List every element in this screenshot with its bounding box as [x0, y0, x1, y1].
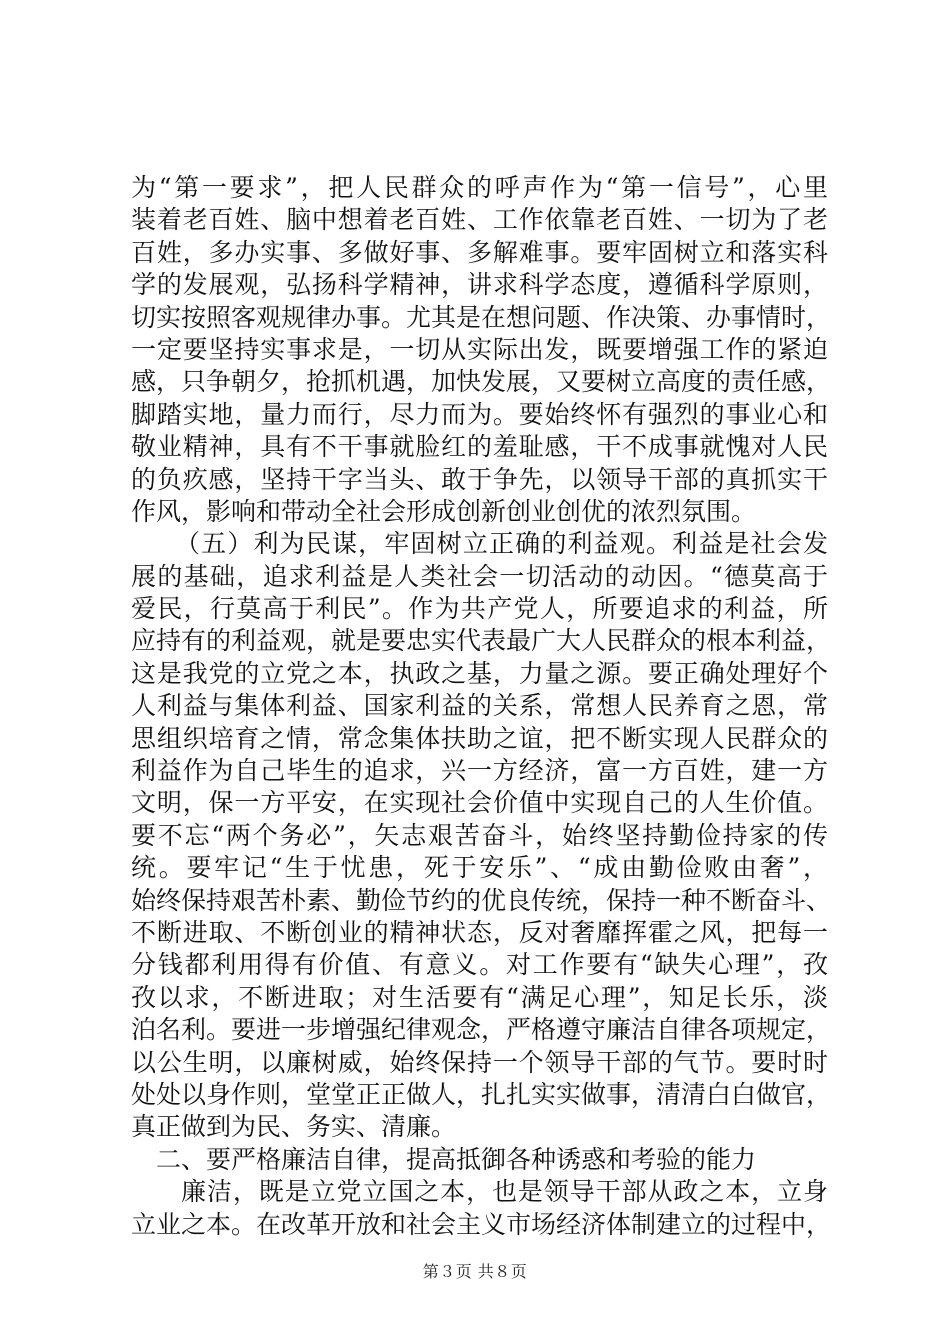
text-line: 处处以身作则，堂堂正正做人，扎扎实实做事，清清白白做官， [131, 1079, 832, 1109]
text-line: 敬业精神，具有不干事就脸红的羞耻感，干不成事就愧对人民 [131, 432, 828, 462]
text-line: 统。要牢记“生于忧患，死于安乐”、“成由勤俭败由奢”， [131, 853, 828, 883]
text-line: 分钱都利用得有价值、有意义。对工作要有“缺失心理”，孜 [131, 950, 828, 980]
text-line: 要不忘“两个务必”，矢志艰苦奋斗，始终坚持勤俭持家的传 [131, 820, 828, 850]
text-line: 泊名利。要进一步增强纪律观念，严格遵守廉洁自律各项规定， [131, 1015, 832, 1045]
text-line: 感，只争朝夕，抢抓机遇，加快发展，又要树立高度的责任感， [131, 367, 832, 397]
document-body [131, 172, 832, 1241]
text-line: 真正做到为民、务实、清廉。 [131, 1112, 457, 1142]
text-line: 不断进取、不断创业的精神状态，反对奢靡挥霍之风，把每一 [131, 917, 828, 947]
text-line: 百姓，多办实事、多做好事、多解难事。要牢固树立和落实科 [131, 237, 828, 267]
text-line: 展的基础，追求利益是人类社会一切活动的动因。“德莫高于 [131, 561, 828, 591]
text-line: 应持有的利益观，就是要忠实代表最广大人民群众的根本利益， [131, 626, 832, 656]
text-line: 立业之本。在改革开放和社会主义市场经济体制建立的过程中， [131, 1209, 832, 1239]
text-line: 这是我党的立党之本，执政之基，力量之源。要正确处理好个 [131, 658, 828, 688]
text-line: 的负疚感，坚持干字当头、敢于争先，以领导干部的真抓实干 [131, 464, 828, 494]
text-line: 文明，保一方平安，在实现社会价值中实现自己的人生价值。 [131, 788, 828, 818]
section-heading-two: 二、要严格廉洁自律，提高抵御各种诱惑和考验的能力 [156, 1144, 757, 1174]
text-line: 思组织培育之情，常念集体扶助之谊，把不断实现人民群众的 [131, 723, 828, 753]
text-line: 学的发展观，弘扬科学精神，讲求科学态度，遵循科学原则， [131, 270, 828, 300]
text-line: 脚踏实地，量力而行，尽力而为。要始终怀有强烈的事业心和 [131, 399, 828, 429]
page-footer: 第３页 共８页 [422, 1262, 528, 1281]
text-line: 装着老百姓、脑中想着老百姓、工作依靠老百姓、一切为了老 [131, 205, 828, 235]
text-line: 人利益与集体利益、国家利益的关系，常想人民养育之恩，常 [131, 691, 828, 721]
text-line: 一定要坚持实事求是，一切从实际出发，既要增强工作的紧迫 [131, 334, 828, 364]
text-line: 切实按照客观规律办事。尤其是在想问题、作决策、办事情时， [131, 302, 832, 332]
text-line: 为“第一要求”，把人民群众的呼声作为“第一信号”，心里 [131, 173, 828, 202]
text-line: 利益作为自己毕生的追求，兴一方经济，富一方百姓，建一方 [131, 756, 828, 786]
text-line: 孜以求，不断进取；对生活要有“满足心理”，知足长乐，淡 [131, 982, 828, 1012]
text-line: 始终保持艰苦朴素、勤俭节约的优良传统，保持一种不断奋斗、 [131, 885, 832, 915]
section-heading-five: （五）利为民谋，牢固树立正确的利益观。利益是社会发 [175, 529, 828, 559]
text-line: 廉洁，既是立党立国之本，也是领导干部从政之本，立身 [181, 1177, 828, 1207]
text-line: 爱民，行莫高于利民”。作为共产党人，所要追求的利益，所 [131, 594, 828, 624]
text-line: 作风，影响和带动全社会形成创新创业创优的浓烈氛围。 [131, 496, 757, 526]
text-line: 以公生明，以廉树威，始终保持一个领导干部的气节。要时时 [131, 1047, 828, 1077]
